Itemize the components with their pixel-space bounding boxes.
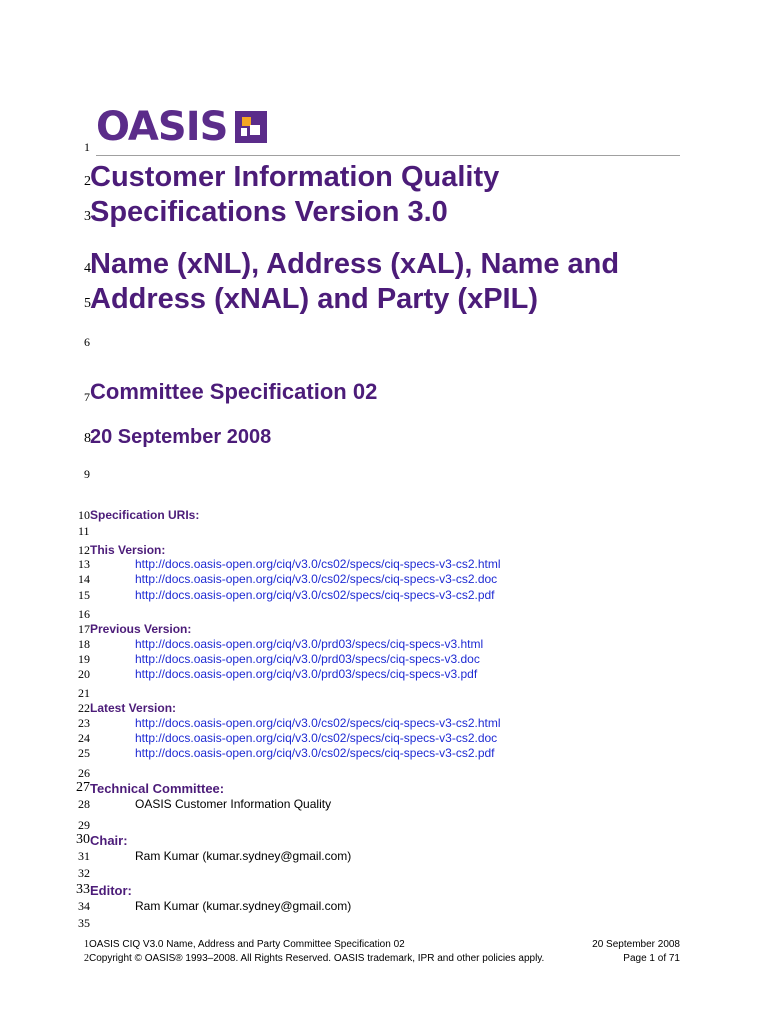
line-number: 18 [78, 637, 90, 651]
previous-version-html-link[interactable]: http://docs.oasis-open.org/ciq/v3.0/prd03/specs/ciq-specs-v3.html [135, 637, 484, 651]
line-number: 15 [78, 588, 90, 602]
doc-title-line-3: Name (xNL), Address (xAL), Name and [90, 248, 620, 280]
line-number: 28 [78, 797, 90, 811]
line-number: 7 [84, 390, 90, 404]
footer-page-number: Page 1 of 71 [623, 953, 680, 964]
line-number: 21 [78, 686, 90, 700]
latest-version-label: Latest Version: [90, 701, 177, 715]
line-number: 17 [78, 622, 90, 636]
line-number: 6 [84, 335, 90, 349]
editor-value: Ram Kumar (kumar.sydney@gmail.com) [135, 899, 352, 913]
line-number: 4 [84, 261, 91, 276]
footer-left [84, 938, 544, 966]
line-number: 3 [84, 209, 91, 224]
line-number: 25 [78, 746, 90, 760]
previous-version-label: Previous Version: [90, 622, 192, 636]
spec-uris-label: Specification URIs: [90, 508, 200, 522]
previous-version-doc-link[interactable]: http://docs.oasis-open.org/ciq/v3.0/prd03/specs/ciq-specs-v3.doc [135, 652, 480, 666]
line-number: 1 [84, 140, 90, 154]
footer-doc-name: OASIS CIQ V3.0 Name, Address and Party Committee Specification 02 [89, 939, 405, 950]
chair-label: Chair: [90, 833, 128, 848]
line-number: 27 [76, 780, 90, 795]
doc-status: Committee Specification 02 [90, 379, 378, 404]
doc-title-line-1: Customer Information Quality [90, 161, 500, 193]
line-number: 20 [78, 667, 90, 681]
line-number: 2 [84, 174, 91, 189]
line-number: 10 [78, 508, 90, 522]
footer-date: 20 September 2008 [592, 939, 680, 950]
footer-copyright: Copyright © OASIS® 1993–2008. All Rights Reserved. OASIS trademark, IPR and other policies apply. [89, 953, 545, 964]
doc-title-line-4: Address (xNAL) and Party (xPIL) [90, 283, 538, 315]
line-number: 26 [78, 766, 90, 780]
header-rule [96, 155, 680, 156]
footer-line-number: 2 [84, 953, 89, 964]
editor-label: Editor: [90, 883, 132, 898]
this-version-pdf-link[interactable]: http://docs.oasis-open.org/ciq/v3.0/cs02/specs/ciq-specs-v3-cs2.pdf [135, 588, 495, 602]
this-version-label: This Version: [90, 543, 166, 557]
oasis-logo-text: OASIS [96, 104, 228, 150]
line-number: 12 [78, 543, 90, 557]
technical-committee-value: OASIS Customer Information Quality [135, 797, 332, 811]
line-number: 32 [78, 866, 90, 880]
latest-version-html-link[interactable]: http://docs.oasis-open.org/ciq/v3.0/cs02/specs/ciq-specs-v3-cs2.html [135, 716, 501, 730]
doc-date: 20 September 2008 [90, 426, 272, 448]
line-number: 29 [78, 818, 90, 832]
line-number: 8 [84, 431, 91, 446]
latest-version-doc-link[interactable]: http://docs.oasis-open.org/ciq/v3.0/cs02/specs/ciq-specs-v3-cs2.doc [135, 731, 498, 745]
latest-version-pdf-link[interactable]: http://docs.oasis-open.org/ciq/v3.0/cs02/specs/ciq-specs-v3-cs2.pdf [135, 746, 495, 760]
line-number: 13 [78, 557, 90, 571]
line-number: 30 [76, 832, 90, 847]
this-version-html-link[interactable]: http://docs.oasis-open.org/ciq/v3.0/cs02/specs/ciq-specs-v3-cs2.html [135, 557, 501, 571]
doc-title-line-2: Specifications Version 3.0 [90, 196, 448, 228]
line-number: 33 [76, 882, 90, 897]
oasis-logo [96, 104, 267, 150]
line-number: 14 [78, 572, 90, 586]
chair-value: Ram Kumar (kumar.sydney@gmail.com) [135, 849, 352, 863]
previous-version-pdf-link[interactable]: http://docs.oasis-open.org/ciq/v3.0/prd03/specs/ciq-specs-v3.pdf [135, 667, 478, 681]
line-number: 9 [84, 467, 90, 481]
line-number: 5 [84, 296, 91, 311]
technical-committee-label: Technical Committee: [90, 781, 225, 796]
line-number: 19 [78, 652, 90, 666]
line-number: 11 [78, 524, 90, 538]
line-number: 23 [78, 716, 90, 730]
footer-right [592, 938, 680, 966]
this-version-doc-link[interactable]: http://docs.oasis-open.org/ciq/v3.0/cs02/specs/ciq-specs-v3-cs2.doc [135, 572, 498, 586]
footer-line-number: 1 [84, 939, 89, 950]
oasis-logo-mark-icon [235, 111, 267, 143]
line-number: 16 [78, 607, 90, 621]
line-number: 34 [78, 899, 90, 913]
line-number: 31 [78, 849, 90, 863]
line-number: 22 [78, 701, 90, 715]
line-number: 35 [78, 916, 90, 930]
line-number: 24 [78, 731, 90, 745]
